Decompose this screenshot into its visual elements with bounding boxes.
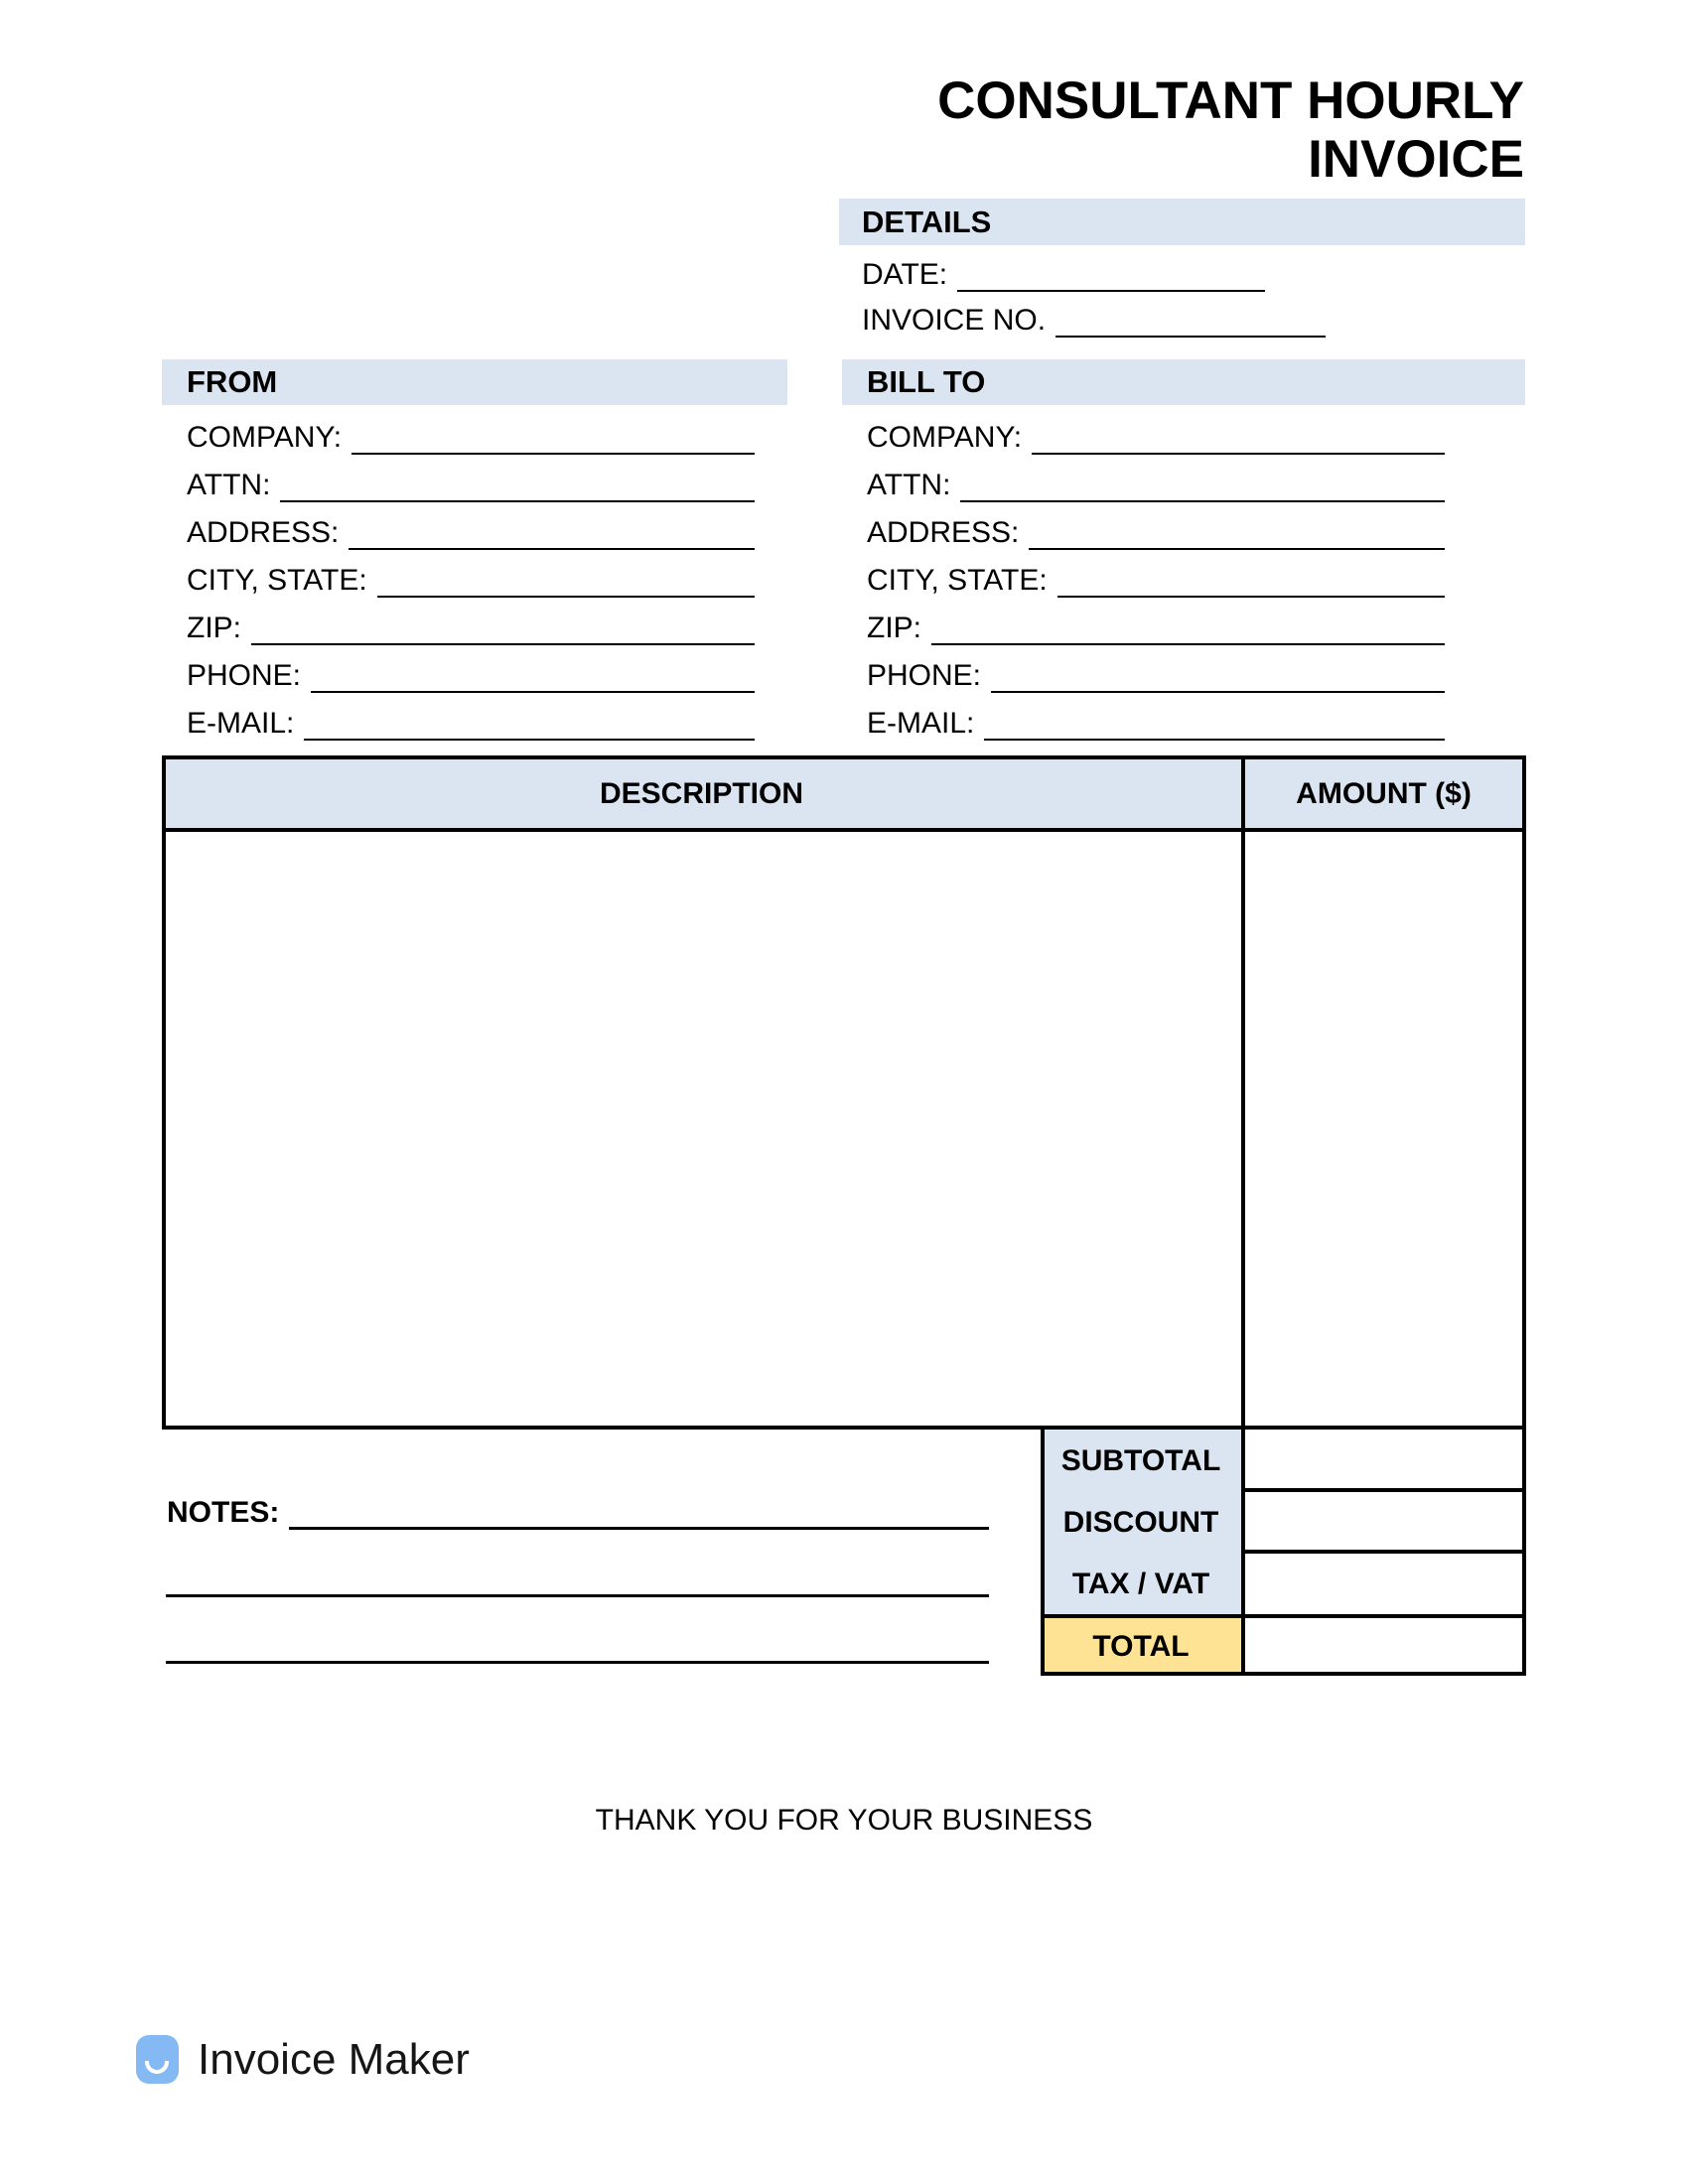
details-section-header <box>839 199 1525 245</box>
from-phone-label: PHONE: <box>187 659 302 692</box>
from-address-fill-line[interactable] <box>349 514 755 550</box>
from-company-fill-line[interactable] <box>352 419 755 455</box>
brand-name: Invoice Maker <box>198 2035 470 2084</box>
invoice-maker-smile-icon <box>136 2035 179 2084</box>
billto-email-row <box>867 693 1445 741</box>
notes-row <box>167 1491 989 1530</box>
amount-column-header: AMOUNT ($) <box>1296 776 1472 810</box>
from-phone-row <box>187 645 755 693</box>
from-fields <box>187 407 755 741</box>
billto-email-label: E-MAIL: <box>867 707 975 740</box>
from-zip-label: ZIP: <box>187 612 242 644</box>
from-email-row <box>187 693 755 741</box>
table-border-left <box>162 755 166 1430</box>
total-value-cell[interactable] <box>1245 1622 1522 1672</box>
bill-to-header-label: BILL TO <box>867 364 986 399</box>
from-address-label: ADDRESS: <box>187 516 340 549</box>
details-fields <box>862 246 1497 338</box>
from-company-row <box>187 407 755 455</box>
notes-label: NOTES: <box>167 1496 280 1529</box>
billto-attn-label: ATTN: <box>867 469 951 501</box>
billto-zip-row <box>867 598 1445 645</box>
details-header-label: DETAILS <box>862 204 992 239</box>
billto-address-row <box>867 502 1445 550</box>
subtotal-value-cell[interactable] <box>1245 1433 1522 1488</box>
billto-address-fill-line[interactable] <box>1029 514 1445 550</box>
from-section-header <box>162 359 787 405</box>
amount-column-divider <box>1241 755 1245 1676</box>
invoice-no-label: INVOICE NO. <box>862 304 1047 337</box>
subtotal-label: SUBTOTAL <box>1060 1443 1221 1477</box>
from-email-fill-line[interactable] <box>304 705 755 741</box>
description-body-cell[interactable] <box>166 836 1237 1426</box>
description-bottom-border <box>162 1426 1526 1430</box>
billto-address-label: ADDRESS: <box>867 516 1020 549</box>
bill-to-section-header <box>842 359 1525 405</box>
amount-body-cell[interactable] <box>1245 836 1522 1426</box>
description-column-header: DESCRIPTION <box>599 776 804 810</box>
notes-fill-line-2[interactable] <box>166 1594 989 1597</box>
page-title: CONSULTANT HOURLY INVOICE <box>937 71 1524 189</box>
billto-city-state-label: CITY, STATE: <box>867 564 1048 597</box>
billto-phone-fill-line[interactable] <box>991 657 1445 693</box>
discount-row-border <box>1241 1550 1526 1554</box>
date-field-row <box>862 246 1497 292</box>
subtotal-row-border <box>1241 1488 1526 1492</box>
notes-fill-line-1[interactable] <box>289 1491 989 1530</box>
from-header-label: FROM <box>187 364 278 399</box>
discount-value-cell[interactable] <box>1245 1496 1522 1550</box>
discount-label: DISCOUNT <box>1062 1506 1219 1539</box>
from-phone-fill-line[interactable] <box>311 657 755 693</box>
billto-attn-fill-line[interactable] <box>960 467 1445 502</box>
invoice-no-fill-line[interactable] <box>1055 302 1326 338</box>
table-border-right <box>1522 755 1526 1676</box>
billto-phone-row <box>867 645 1445 693</box>
from-company-label: COMPANY: <box>187 421 343 454</box>
billto-city-state-fill-line[interactable] <box>1057 562 1445 598</box>
from-city-state-fill-line[interactable] <box>377 562 755 598</box>
billto-city-state-row <box>867 550 1445 598</box>
from-address-row <box>187 502 755 550</box>
thank-you-message: THANK YOU FOR YOUR BUSINESS <box>595 1804 1093 1837</box>
billto-company-label: COMPANY: <box>867 421 1023 454</box>
from-city-state-label: CITY, STATE: <box>187 564 367 597</box>
tax-vat-label: TAX / VAT <box>1071 1567 1210 1600</box>
billto-zip-label: ZIP: <box>867 612 922 644</box>
tax-vat-value-cell[interactable] <box>1245 1558 1522 1614</box>
brand-footer <box>136 2035 470 2084</box>
from-attn-label: ATTN: <box>187 469 271 501</box>
billto-attn-row <box>867 455 1445 502</box>
notes-fill-line-3[interactable] <box>166 1661 989 1664</box>
total-label: TOTAL <box>1092 1630 1190 1663</box>
billto-company-fill-line[interactable] <box>1032 419 1445 455</box>
from-zip-row <box>187 598 755 645</box>
bill-to-fields <box>867 407 1445 741</box>
billto-zip-fill-line[interactable] <box>931 610 1445 645</box>
from-zip-fill-line[interactable] <box>251 610 755 645</box>
from-email-label: E-MAIL: <box>187 707 295 740</box>
smile-arc <box>145 2061 169 2074</box>
from-attn-fill-line[interactable] <box>280 467 755 502</box>
date-fill-line[interactable] <box>957 256 1265 292</box>
from-city-state-row <box>187 550 755 598</box>
billto-phone-label: PHONE: <box>867 659 982 692</box>
billto-email-fill-line[interactable] <box>984 705 1445 741</box>
date-label: DATE: <box>862 258 948 291</box>
invoice-no-field-row <box>862 292 1497 338</box>
billto-company-row <box>867 407 1445 455</box>
from-attn-row <box>187 455 755 502</box>
